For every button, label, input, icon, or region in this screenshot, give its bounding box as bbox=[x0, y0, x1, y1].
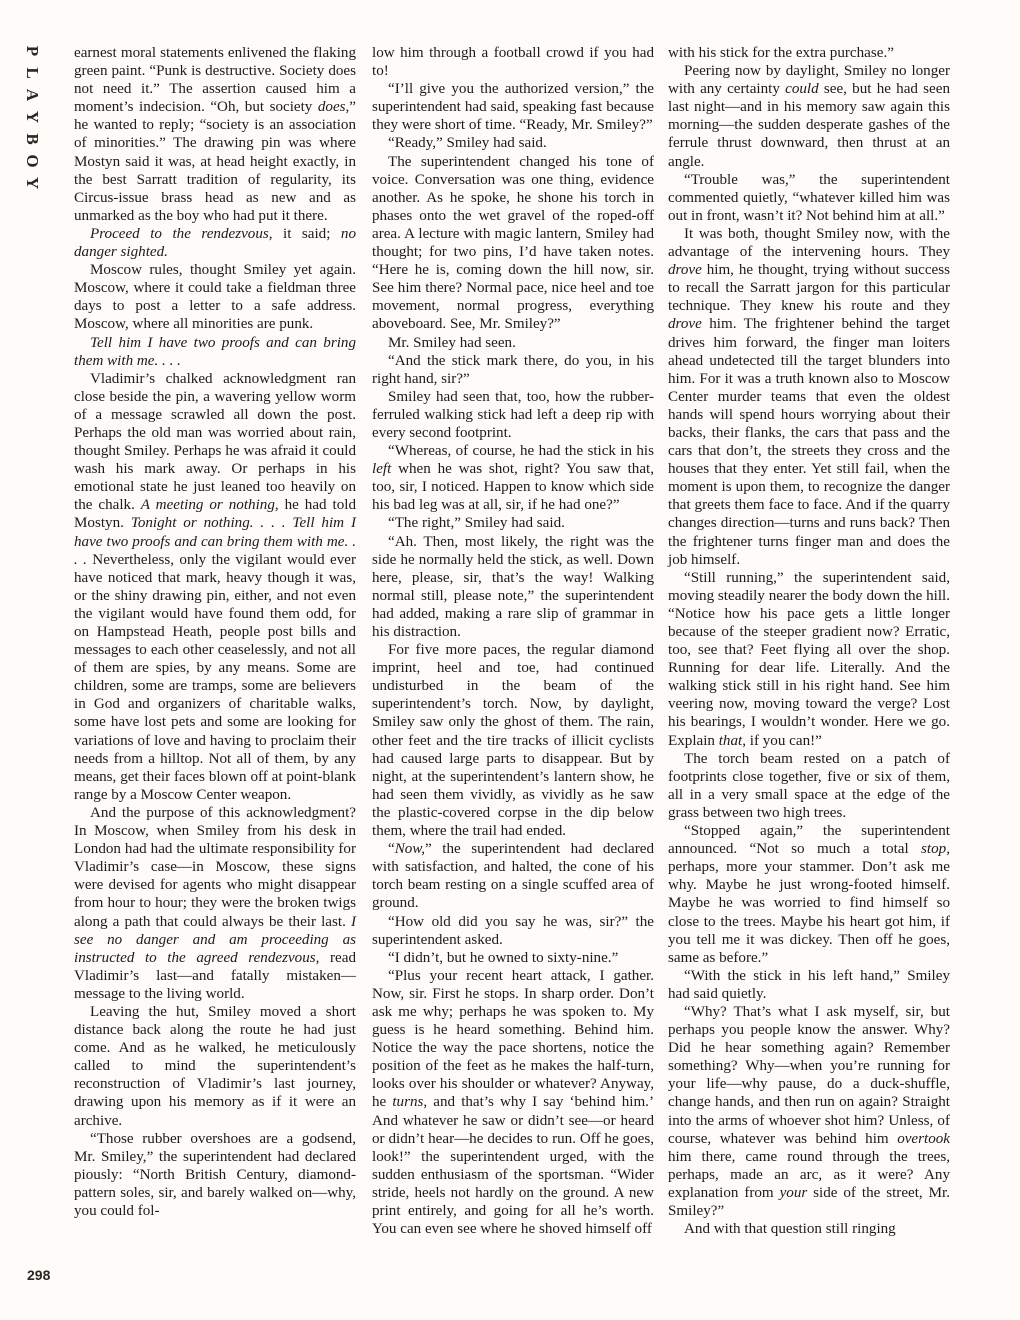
paragraph: Peering now by daylight, Smiley no longer with any certainty could see, but he had seen last night—and in his memory saw again this morning—the sudden desperate gashes of the ferrule thrust downward, then thrust at an angle. bbox=[668, 63, 951, 170]
paragraph: “Those rubber overshoes are a godsend, Mr. Smiley,” the superintendent had declared piously: “North British Century, diamond-pattern soles, sir, and barely walked on—why, you could fol- bbox=[74, 1130, 356, 1219]
paragraph: The superintendent changed his tone of voice. Conversation was one thing, evidence another. As he spoke, he shone his torch in phases onto the wet gravel of the roped-off area. A lecture with magic lantern, Smiley had thought; for two pins, I’d have taken notes. “Here he is, coming down the hill now, sir. See him there? Normal pace, nice heel and toe movement, normal progress, everything aboveboard. See, Mr. Smiley?” bbox=[372, 153, 654, 333]
paragraph: “With the stick in his left hand,” Smiley had said quietly. bbox=[668, 967, 950, 1002]
magazine-name-letter: A bbox=[23, 88, 42, 102]
magazine-name-letter: Y bbox=[23, 176, 42, 190]
paragraph: It was both, thought Smiley now, with the advantage of the intervening hours. They drove him, he thought, trying without success to recall the Sarratt jargon for this particular technique. They knew his route and they drove him. The frightener behind the target drives him forward, the finger man loiters ahead undetected till the target blunders into him. For it was a truth known also to Moscow Center murder teams that even the oldest hands will spend hours worrying about their backs, their flanks, the cars that pass and the cars that don’t, the streets they cross and the houses that they enter. Yet still fail, when the moment is upon them, to recognize the danger that greets them face to face. And if the quarry changes direction—turns and runs back? Then the frightener turns finger man and does the job himself. bbox=[668, 225, 950, 568]
text-column-3 bbox=[668, 44, 950, 1238]
page-number: 298 bbox=[27, 1267, 51, 1283]
paragraph: Smiley had seen that, too, how the rubber-ferruled walking stick had left a deep rip with every second footprint. bbox=[372, 388, 654, 441]
paragraph: Vladimir’s chalked acknowledgment ran close beside the pin, a wavering yellow worm of a message scrawled all down the post. Perhaps the old man was worried about rain, thought Smiley. Perhaps he was afraid it could wash his mark away. Or perhaps in his emotional state he just leaned too heavily on the chalk. A meeting or nothing, he had told Mostyn. Tonight or nothing. . . . Tell him I have two proofs and can bring them with me. . . . Nevertheless, only the vigilant would ever have noticed that mark, heavy though it was, or the shiny drawing pin, either, and not even the vigilant would have found them odd, for on Hampstead Heath, people post bills and messages to each other ceaselessly, and not all of them are spies, by any means. Some are children, some are tramps, some are believers in God and organizers of charitable walks, some have lost pets and some are looking for variations of love and having to proclaim their needs from a hilltop. Not all of them, by any means, get their faces blown off at point-blank range by a Moscow Center weapon. bbox=[74, 370, 356, 803]
paragraph: Proceed to the rendezvous, it said; no danger sighted. bbox=[74, 225, 356, 261]
paragraph: “Plus your recent heart attack, I gather. Now, sir. First he stops. In sharp order. Don’t ask me why; perhaps he was spoken to. My guess is he heard something. Behind him. Notice the way the pace shortens, notice the position of the feet as he makes the half-turn, looks over his shoulder or whatever? Anyway, he turns, and that’s why I say ‘behind him.’ And whatever he saw or didn’t see—or heard or didn’t hear—he decides to run. Off he goes, look!” the superintendent urged, with the sudden enthusiasm of the sportsman. “Wider stride, heels not hardly on the ground. A new print entirely, and going for all he’s worth. You can even see where he shoved himself off bbox=[372, 967, 654, 1238]
text-column-1 bbox=[74, 44, 356, 1220]
paragraph: “Trouble was,” the superintendent commented quietly, “whatever killed him was out in front, wasn’t it? Not behind him at all.” bbox=[668, 171, 950, 224]
paragraph: And the purpose of this acknowledgment? In Moscow, when Smiley from his desk in London had had the ultimate responsibility for Vladimir’s case—in Moscow, these signs were devised for agents who might disappear from hour to hour; they were the broken twigs along a path that could always be their last. I see no danger and am proceeding as instructed to the agreed rendezvous, read Vladimir’s last—and fatally mistaken—message to the living world. bbox=[74, 804, 356, 1002]
paragraph: “I’ll give you the authorized version,” the superintendent had said, speaking fast because they were short of time. “Ready, Mr. Smiley?” bbox=[372, 81, 654, 134]
paragraph: “I didn’t, but he owned to sixty-nine.” bbox=[388, 949, 619, 966]
paragraph: “Still running,” the superintendent said, moving steadily nearer the body down the hill. “Notice how his pace gets a little longer because of the steeper gradient now? Erratic, too, see that? Feet flying all over the shop. Running for dear life. Literally. And the walking stick still in his right hand. See him veering now, moving toward the verge? Lost his bearings, I wouldn’t wonder. Here we go. Explain that, if you can!” bbox=[668, 569, 950, 749]
paragraph: “Now,” the superintendent had declared with satisfaction, and halted, the cone of his torch beam resting on a single scuffed area of ground. bbox=[372, 841, 654, 912]
paragraph: Mr. Smiley had seen. bbox=[388, 334, 516, 351]
paragraph: “Ready,” Smiley had said. bbox=[388, 135, 547, 152]
magazine-name-letter: B bbox=[23, 133, 42, 145]
text-column-2 bbox=[372, 44, 654, 1238]
paragraph: Moscow rules, thought Smiley yet again. Moscow, where it could take a fieldman three days to post a letter to a safe address. Moscow, where all minorities are punk. bbox=[74, 262, 356, 333]
paragraph: “And the stick mark there, do you, in his right hand, sir?” bbox=[372, 352, 654, 387]
paragraph: with his stick for the extra purchase.” bbox=[668, 45, 894, 61]
paragraph: The torch beam rested on a patch of footprints close together, five or six of them, all in a very small space at the edge of the grass between two high trees. bbox=[668, 750, 950, 821]
paragraph: “Whereas, of course, he had the stick in his left when he was shot, right? You saw that, too, sir, I noticed. Happen to know which side his bad leg was at all, sir, if he had one?” bbox=[372, 443, 654, 514]
magazine-name-vertical bbox=[22, 40, 42, 194]
paragraph: Tell him I have two proofs and can bring them with me. . . . bbox=[74, 334, 356, 369]
paragraph: “Ah. Then, most likely, the right was the side he normally held the stick, as well. Down here, please, sir, that’s the way! Walking normal still, please note,” the superintendent had added, making a rare slip of grammar in his distraction. bbox=[372, 533, 654, 640]
paragraph: “Why? That’s what I ask myself, sir, but perhaps you people know the answer. Why? Did he hear something again? Remember something? Why—when you’re running for your life—why pause, do a duck-shuffle, change hands, and then run on again? Straight into the arms of whoever shot him? Unless, of course, whatever was behind him overtook him there, came round through the trees, perhaps, made an arc, as it were? Any explanation from your side of the street, Mr. Smiley?” bbox=[668, 1003, 950, 1219]
paragraph: Leaving the hut, Smiley moved a short distance back along the route he had just come. And as he walked, he meticulously called to mind the superintendent’s reconstruction of Vladimir’s last journey, drawing upon his memory as if it were an archive. bbox=[74, 1003, 356, 1129]
paragraph: “How old did you say he was, sir?” the superintendent asked. bbox=[372, 913, 654, 948]
magazine-name-letter: P bbox=[23, 45, 42, 57]
magazine-name-letter: L bbox=[23, 67, 42, 79]
paragraph: “The right,” Smiley had said. bbox=[388, 515, 565, 532]
magazine-name-letter: Y bbox=[23, 110, 42, 124]
paragraph: low him through a football crowd if you had to! bbox=[372, 45, 654, 80]
paragraph: “Stopped again,” the superintendent announced. “Not so much a total stop, perhaps, more your stammer. Don’t ask me why. Maybe he just wrong-footed himself. Maybe he was worried to find himself so close to the trees. Maybe his heart got him, if you tell me it was dickey. Then off he goes, same as before.” bbox=[668, 823, 950, 966]
paragraph: earnest moral statements enlivened the flaking green paint. “Punk is destructive. Society does not need it.” The assertion caused him a moment’s indecision. “Oh, but society does,” he wanted to reply; “society is an association of minorities.” The drawing pin was where Mostyn said it was, at head height exactly, in the best Sarratt tradition of regularity, its Circus-issue brass head as new and as unmarked as the boy who had put it there. bbox=[74, 45, 356, 224]
paragraph: For five more paces, the regular diamond imprint, heel and toe, had continued undisturbed in the beam of the superintendent’s torch. Now, by daylight, Smiley saw only the ghost of them. The rain, other feet and the tire tracks of illicit cyclists had caused large parts to disappear. But by night, at the superintendent’s lantern show, he had seen them vividly, as vividly as he saw the plastic-covered corpse in the dip below them, where the trail had ended. bbox=[372, 642, 654, 840]
paragraph: And with that question still ringing bbox=[684, 1221, 896, 1238]
magazine-name-letter: O bbox=[23, 154, 42, 168]
